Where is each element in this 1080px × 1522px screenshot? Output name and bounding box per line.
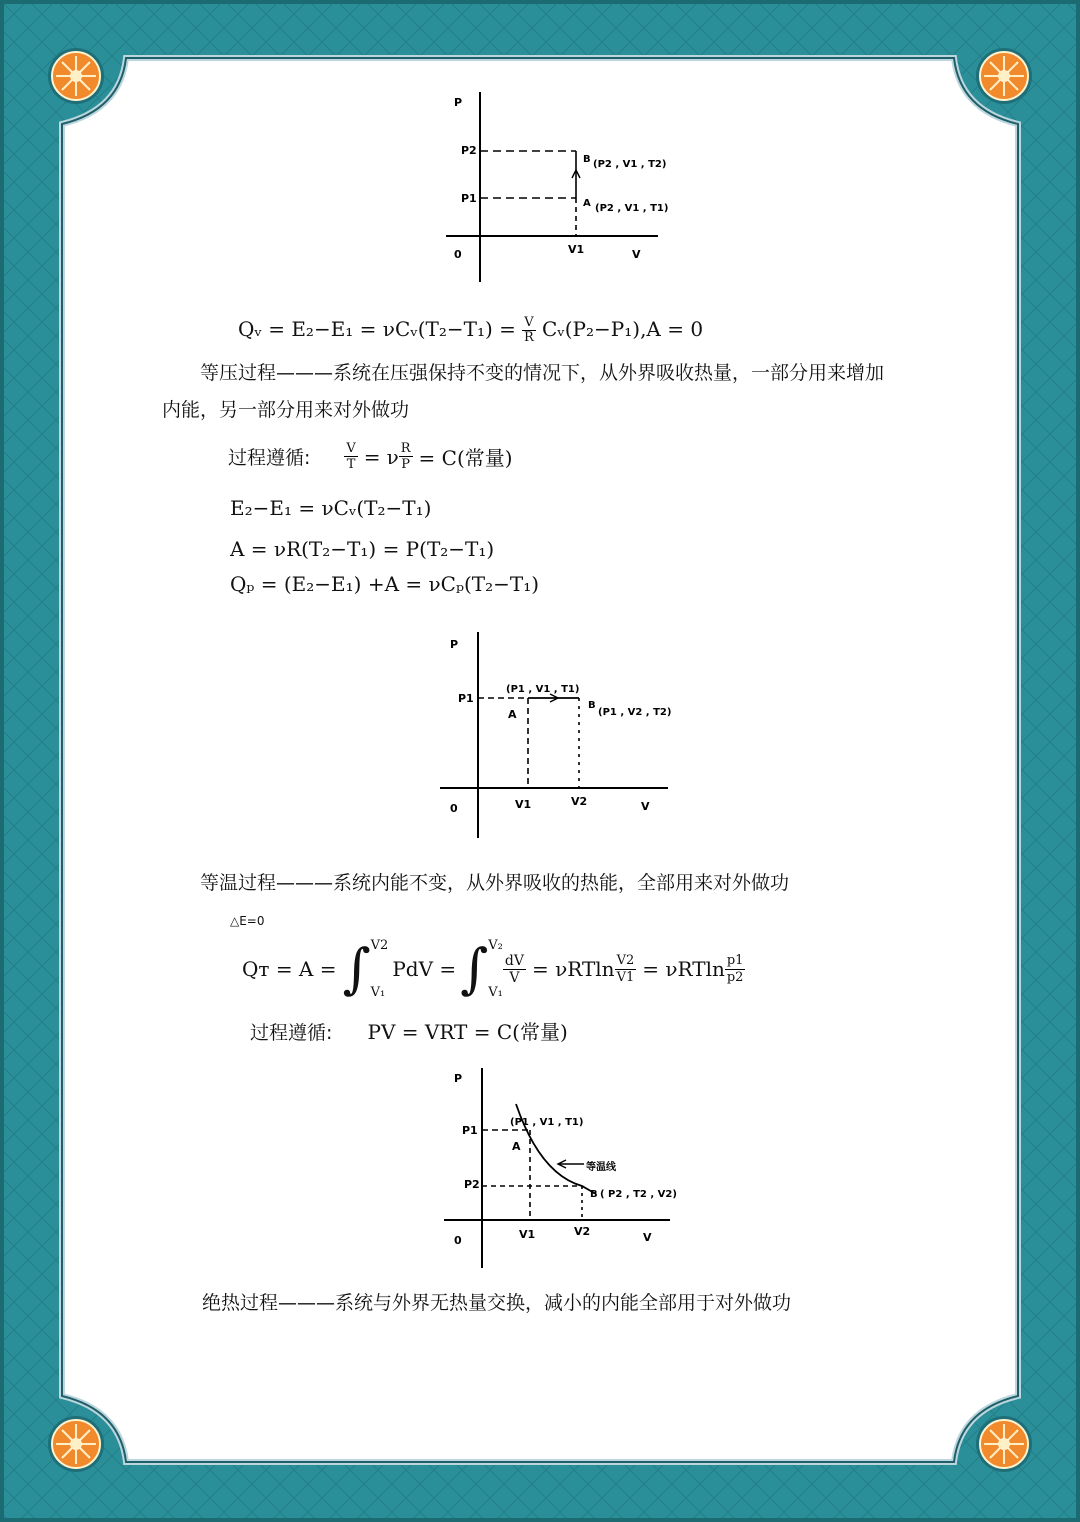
fraction-dv-over-v — [503, 953, 526, 986]
equation-qv-lhs: Qᵥ = E₂−E₁ = νCᵥ(T₂−T₁) = — [238, 317, 516, 341]
axis-label-p: P — [454, 96, 463, 109]
tick-label-v1: V1 — [568, 243, 585, 256]
origin-label: 0 — [454, 1234, 462, 1247]
axis-label-p: P — [454, 1072, 463, 1085]
tick-label-p2: P2 — [461, 144, 477, 157]
fraction-denominator: V — [509, 969, 520, 986]
tick-label-p1: P1 — [461, 192, 477, 205]
tick-label-v2: V2 — [574, 1225, 591, 1238]
state-label-a: (P2 , V1 , T1) — [595, 203, 669, 214]
fraction-denominator: p2 — [726, 969, 744, 985]
tick-label-v1: V1 — [519, 1228, 536, 1241]
isochoric-pv-diagram — [440, 88, 680, 288]
integral1-limits — [371, 938, 389, 1000]
fraction-denominator: R — [524, 330, 534, 345]
nu-symbol: ν — [386, 444, 399, 469]
state-label-b: ( P2 , T2 , V2) — [600, 1189, 677, 1200]
origin-label: 0 — [450, 802, 458, 815]
state-label-b: (P2 , V1 , T2) — [593, 159, 667, 170]
axis-label-p: P — [450, 638, 459, 651]
qt-lhs: Qᴛ = A = — [242, 957, 337, 981]
tick-label-p1: P1 — [462, 1124, 478, 1137]
adiabatic-description: 绝热过程———系统与外界无热量交换，减小的内能全部用于对外做功 — [202, 1292, 792, 1314]
constant-expression: = C(常量) — [418, 446, 513, 470]
fraction-denominator: T — [346, 457, 356, 472]
isobaric-follows-row — [228, 441, 513, 472]
tick-label-v2: V2 — [571, 795, 588, 808]
isotherm-label: 等温线 — [586, 1162, 616, 1173]
fraction-numerator: V — [524, 315, 534, 330]
origin-label: 0 — [454, 248, 462, 261]
state-label-b: (P1 , V2 , T2) — [598, 707, 672, 718]
isobaric-description-line1: 等压过程———系统在压强保持不变的情况下，从外界吸收热量，一部分用来增加 — [200, 362, 885, 384]
integral2-upper: V₂ — [488, 938, 503, 953]
fraction-denominator: P — [401, 457, 410, 472]
integral1-lower: V₁ — [370, 985, 386, 1000]
fraction-numerator: V — [346, 441, 356, 456]
corner-medallion-icon — [46, 1414, 106, 1474]
point-label-b: B — [588, 700, 596, 711]
fraction-denominator: V1 — [616, 969, 635, 985]
integral1-upper: V2 — [370, 938, 389, 953]
follows-label: 过程遵循: — [228, 447, 311, 469]
fraction-numerator: R — [400, 441, 411, 456]
equation-qv-rhs: Cᵥ(P₂−P₁),A = 0 — [542, 317, 704, 341]
isothermal-pv-diagram — [440, 1064, 690, 1270]
integral-sign-icon: ∫ — [460, 937, 489, 1000]
state-label-a: (P1 , V1 , T1) — [506, 684, 580, 695]
isobaric-pv-diagram — [436, 630, 686, 842]
integral2-limits — [488, 938, 503, 1000]
point-label-b: B — [590, 1189, 598, 1200]
fraction-v2-over-v1 — [615, 953, 637, 986]
equals-sign: = — [363, 444, 381, 469]
integral2-lower: V₁ — [488, 985, 503, 1000]
fraction-p1-over-p2 — [725, 953, 746, 986]
corner-medallion-icon — [46, 46, 106, 106]
follows-equation: PV = VRT = C(常量) — [367, 1020, 568, 1044]
tick-label-p2: P2 — [464, 1178, 480, 1191]
equation-qp: Qₚ = (E₂−E₁) +A = νCₚ(T₂−T₁) — [230, 572, 540, 596]
point-label-a: A — [583, 198, 591, 209]
point-label-a: A — [508, 708, 517, 721]
state-label-a: (P1 , V1 , T1) — [510, 1117, 584, 1128]
corner-medallion-icon — [974, 46, 1034, 106]
nu-rt-ln-1: = νRTln — [531, 957, 615, 981]
isothermal-description: 等温过程———系统内能不变，从外界吸收的热能，全部用来对外做功 — [200, 872, 790, 894]
equation-qt — [242, 934, 745, 1004]
fraction-r-over-p — [399, 441, 413, 472]
fraction-numerator: p1 — [726, 952, 744, 968]
nu-rt-ln-2: = νRTln — [642, 957, 725, 981]
isothermal-follows-row — [250, 1016, 568, 1045]
axis-label-v: V — [632, 248, 641, 261]
integral-sign-icon: ∫ — [342, 937, 371, 1000]
axis-label-v: V — [643, 1231, 652, 1244]
fraction-v-over-r — [522, 316, 535, 345]
equation-qv — [238, 316, 703, 345]
tick-label-v1: V1 — [515, 798, 532, 811]
follows-label: 过程遵循: — [250, 1022, 333, 1044]
isobaric-description-line2: 内能，另一部分用来对外做功 — [162, 399, 410, 421]
integral1-body: PdV = — [392, 957, 457, 981]
axis-label-v: V — [641, 800, 650, 813]
point-label-a: A — [512, 1140, 521, 1153]
equation-work: A = νR(T₂−T₁) = P(T₂−T₁) — [230, 537, 495, 561]
corner-medallion-icon — [974, 1414, 1034, 1474]
fraction-numerator: V2 — [616, 952, 635, 968]
tick-label-p1: P1 — [458, 692, 474, 705]
equation-delta-e: E₂−E₁ = νCᵥ(T₂−T₁) — [230, 496, 432, 520]
delta-e-note: △E=0 — [230, 914, 265, 928]
fraction-v-over-t — [344, 441, 357, 472]
fraction-numerator: dV — [504, 952, 524, 969]
point-label-b: B — [583, 154, 591, 165]
